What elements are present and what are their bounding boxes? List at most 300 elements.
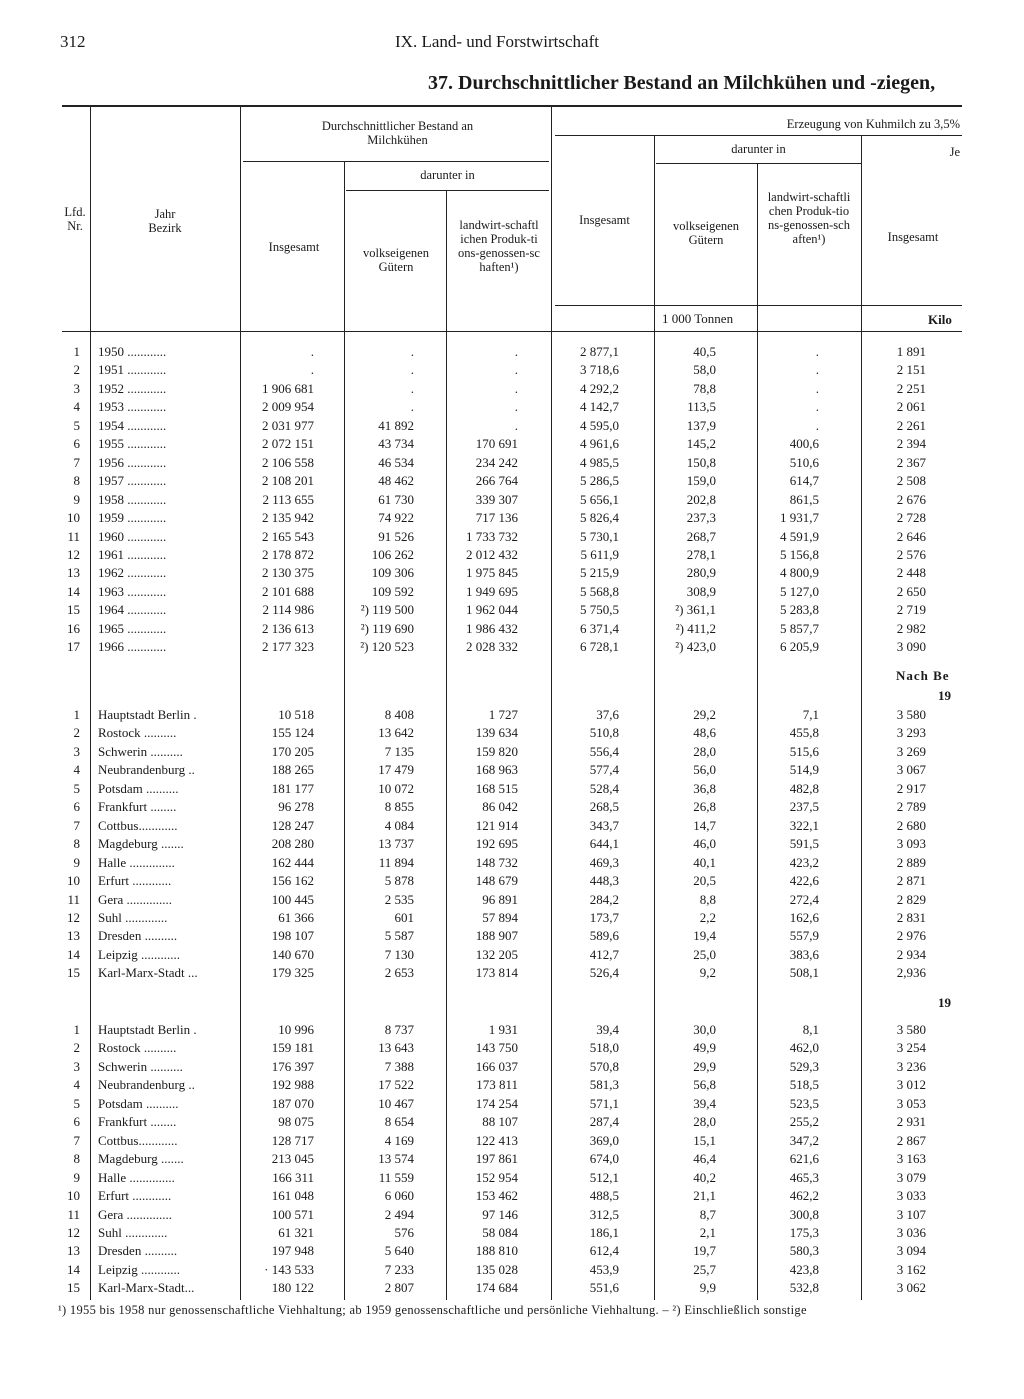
cell-volk: 41 892: [378, 417, 414, 433]
table-row: [0, 1095, 1024, 1113]
cell-ins: 128 717: [271, 1132, 314, 1148]
cell-volk: 109 306: [371, 565, 414, 581]
cell-ins: 2 072 151: [262, 436, 314, 452]
cell-ins2: 448,3: [589, 873, 619, 889]
cell-volk2: 145,2: [686, 436, 716, 452]
cell-kg: 2 448: [896, 565, 926, 581]
cell-name: Hauptstadt Berlin .: [98, 1022, 197, 1037]
cell-kg: 2 831: [896, 909, 926, 925]
table-row: [0, 361, 1024, 379]
cell-lpg2: 423,2: [789, 854, 819, 870]
cell-ins: 2 165 543: [262, 528, 314, 544]
cell-lfd: 15: [67, 965, 80, 981]
cell-lpg2: .: [815, 344, 819, 359]
cell-volk2: 20,5: [693, 873, 716, 889]
cell-ins2: 6 728,1: [580, 639, 619, 655]
cell-lpg2: 580,3: [789, 1243, 819, 1259]
cell-lpg2: 591,5: [789, 836, 819, 852]
cell-name: 1955 ............: [98, 436, 167, 452]
cell-lfd: 10: [67, 1188, 80, 1204]
cell-volk: 8 855: [384, 799, 414, 815]
cell-lpg2: 518,5: [789, 1077, 819, 1093]
cell-ins2: 5 611,9: [580, 546, 619, 562]
table-row: [0, 927, 1024, 945]
cell-lpg: 139 634: [475, 725, 518, 741]
cell-volk: 109 592: [371, 583, 414, 599]
cell-lpg: 188 907: [475, 928, 518, 944]
cell-volk: 11 894: [378, 854, 414, 870]
cell-lpg: 159 820: [475, 743, 518, 759]
cell-volk2: 28,0: [693, 743, 716, 759]
cell-lfd: 12: [67, 909, 80, 925]
cell-lfd: 7: [73, 817, 80, 833]
cell-volk2: ²) 361,1: [675, 602, 716, 618]
cell-lpg: 132 205: [475, 946, 518, 962]
rule-header-bottom: [62, 331, 962, 332]
table-row: [0, 454, 1024, 472]
cell-lpg2: 1 931,7: [780, 510, 819, 526]
cell-ins2: 5 568,8: [580, 583, 619, 599]
cell-ins: 170 205: [271, 743, 314, 759]
cell-volk2: 49,9: [693, 1040, 716, 1056]
cell-ins: 10 518: [278, 707, 314, 722]
table-row: [0, 964, 1024, 982]
cell-volk2: 25,7: [693, 1261, 716, 1277]
cell-lpg: 57 894: [482, 909, 518, 925]
cell-ins2: 173,7: [589, 909, 619, 925]
rule-darunter-2: [656, 163, 861, 164]
cell-ins2: 581,3: [589, 1077, 619, 1093]
cell-volk: 8 654: [384, 1114, 414, 1130]
cell-lfd: 5: [73, 1095, 80, 1111]
cell-volk2: 46,4: [693, 1151, 716, 1167]
cell-lpg2: 6 205,9: [780, 639, 819, 655]
cell-volk: 5 640: [384, 1243, 414, 1259]
cell-lpg2: 255,2: [789, 1114, 819, 1130]
cell-lpg: 1 986 432: [466, 620, 518, 636]
cell-ins: 161 048: [271, 1188, 314, 1204]
cell-volk: 106 262: [371, 546, 414, 562]
cell-lfd: 3: [73, 1058, 80, 1074]
cell-lfd: 14: [67, 946, 80, 962]
table-row: [0, 417, 1024, 435]
cell-ins2: 4 595,0: [580, 417, 619, 433]
cell-ins: 188 265: [271, 762, 314, 778]
cell-ins: 2 009 954: [262, 399, 314, 415]
cell-name: Cottbus............: [98, 817, 178, 833]
cell-lfd: 14: [67, 1261, 80, 1277]
table-row: [0, 1058, 1024, 1076]
cell-lpg2: 455,8: [789, 725, 819, 741]
cell-lpg: 86 042: [482, 799, 518, 815]
cell-ins: 2 178 872: [262, 546, 314, 562]
table-row: [0, 620, 1024, 638]
cell-name: 1959 ............: [98, 510, 167, 526]
cell-volk2: 56,8: [693, 1077, 716, 1093]
cell-volk2: 159,0: [686, 473, 716, 489]
cell-lpg: 166 037: [475, 1058, 518, 1074]
table-row: [0, 872, 1024, 890]
cell-lfd: 6: [73, 436, 80, 452]
cell-name: Magdeburg .......: [98, 1151, 184, 1167]
header-insgesamt-2: Insgesamt: [579, 213, 630, 227]
table-row: [0, 706, 1024, 724]
cell-lpg: 1 733 732: [466, 528, 518, 544]
cell-lpg: 122 413: [475, 1132, 518, 1148]
cell-lfd: 10: [67, 873, 80, 889]
cell-lfd: 5: [73, 417, 80, 433]
cell-ins2: 570,8: [589, 1058, 619, 1074]
cell-lpg: 174 254: [475, 1095, 518, 1111]
cell-lpg: 1 727: [488, 707, 518, 722]
table-row: [0, 854, 1024, 872]
cell-volk2: 36,8: [693, 780, 716, 796]
cell-lpg: 266 764: [475, 473, 518, 489]
cell-ins: · 143 533: [264, 1261, 314, 1277]
cell-volk: 91 526: [378, 528, 414, 544]
running-head: IX. Land- und Forstwirtschaft: [395, 32, 599, 51]
cell-kg: 2 061: [896, 399, 926, 415]
table-row: [0, 780, 1024, 798]
cell-name: Cottbus............: [98, 1132, 178, 1148]
table-row: [0, 380, 1024, 398]
cell-ins2: 186,1: [589, 1224, 619, 1240]
cell-ins: 2 177 323: [262, 639, 314, 655]
cell-lpg2: 462,2: [789, 1188, 819, 1204]
cell-kg: 3 107: [896, 1206, 926, 1222]
cell-lpg: .: [514, 344, 518, 359]
cell-lpg: 339 307: [475, 491, 518, 507]
cell-name: Karl-Marx-Stadt...: [98, 1280, 195, 1296]
cell-name: Neubrandenburg ..: [98, 1077, 195, 1093]
cell-ins: 2 106 558: [262, 454, 314, 470]
cell-ins2: 4 142,7: [580, 399, 619, 415]
cell-ins: 61 321: [278, 1224, 314, 1240]
cell-kg: 2 508: [896, 473, 926, 489]
table-row: [0, 1169, 1024, 1187]
cell-lpg: 88 107: [482, 1114, 518, 1130]
cell-name: Potsdam ..........: [98, 1095, 179, 1111]
cell-kg: 2 676: [896, 491, 926, 507]
cell-volk2: 40,2: [693, 1169, 716, 1185]
cell-volk: 46 534: [378, 454, 414, 470]
table-row: [0, 1279, 1024, 1297]
cell-volk2: 308,9: [686, 583, 716, 599]
cell-volk2: 19,4: [693, 928, 716, 944]
cell-volk2: 8,7: [699, 1206, 716, 1222]
cell-lpg2: 508,1: [789, 965, 819, 981]
cell-lpg2: 515,6: [789, 743, 819, 759]
cell-lfd: 10: [67, 510, 80, 526]
cell-lpg: 58 084: [482, 1224, 518, 1240]
cell-kg: 3 269: [896, 743, 926, 759]
cell-name: Neubrandenburg ..: [98, 762, 195, 778]
cell-lfd: 2: [73, 1040, 80, 1056]
cell-ins2: 268,5: [589, 799, 619, 815]
cell-kg: 1 891: [896, 344, 926, 359]
cell-volk: 17 522: [378, 1077, 414, 1093]
table-row: [0, 491, 1024, 509]
cell-ins: 2 135 942: [262, 510, 314, 526]
cell-ins2: 287,4: [589, 1114, 619, 1130]
cell-lfd: 4: [73, 1077, 80, 1093]
cell-name: Erfurt ............: [98, 873, 172, 889]
table-row: [0, 761, 1024, 779]
cell-kg: 2 151: [896, 362, 926, 378]
cell-volk: .: [410, 380, 414, 396]
cell-lpg2: 237,5: [789, 799, 819, 815]
cell-lfd: 1: [73, 1022, 80, 1037]
cell-volk: ²) 119 690: [360, 620, 414, 636]
cell-volk: 10 072: [378, 780, 414, 796]
cell-lfd: 6: [73, 1114, 80, 1130]
cell-lpg2: 400,6: [789, 436, 819, 452]
cell-lfd: 7: [73, 454, 80, 470]
cell-kg: 2 576: [896, 546, 926, 562]
cell-ins: 2 113 655: [262, 491, 314, 507]
cell-lfd: 3: [73, 743, 80, 759]
cell-volk: 11 559: [378, 1169, 414, 1185]
cell-ins: 100 571: [271, 1206, 314, 1222]
cell-volk: 8 408: [384, 707, 414, 722]
cell-lpg2: 423,8: [789, 1261, 819, 1277]
cell-volk2: 30,0: [693, 1022, 716, 1037]
header-insgesamt-3: Insgesamt: [887, 230, 939, 244]
cell-ins: 1 906 681: [262, 380, 314, 396]
table-row: [0, 1076, 1024, 1094]
cell-lpg: 168 963: [475, 762, 518, 778]
cell-lpg: 153 462: [475, 1188, 518, 1204]
cell-lpg2: 5 156,8: [780, 546, 819, 562]
cell-volk2: 9,2: [699, 965, 716, 981]
cell-name: 1950 ............: [98, 344, 167, 359]
cell-ins2: 510,8: [589, 725, 619, 741]
cell-kg: 3 036: [896, 1224, 926, 1240]
header-darunter-in-2: darunter in: [731, 142, 786, 156]
cell-kg: 3 093: [896, 836, 926, 852]
table-row: [0, 1021, 1024, 1039]
cell-volk: 576: [394, 1224, 414, 1240]
cell-lfd: 5: [73, 780, 80, 796]
cell-name: 1954 ............: [98, 417, 167, 433]
cell-ins: 2 101 688: [262, 583, 314, 599]
cell-name: 1964 ............: [98, 602, 167, 618]
cell-ins: 198 107: [271, 928, 314, 944]
cell-name: 1956 ............: [98, 454, 167, 470]
cell-ins: 197 948: [271, 1243, 314, 1259]
cell-volk: 5 587: [384, 928, 414, 944]
cell-kg: 2,936: [896, 965, 926, 981]
cell-ins2: 577,4: [589, 762, 619, 778]
cell-volk2: ²) 411,2: [675, 620, 716, 636]
cell-lpg: 96 891: [482, 891, 518, 907]
cell-kg: 2 934: [896, 946, 926, 962]
cell-ins2: 469,3: [589, 854, 619, 870]
table-title: 37. Durchschnittlicher Bestand an Milchkühen und -ziegen,: [428, 72, 936, 94]
header-landw-2: landwirt-schaftlichen Produk-tions-genossen-schaften¹): [767, 190, 851, 246]
rule-top: [62, 105, 962, 107]
cell-ins2: 528,4: [589, 780, 619, 796]
header-lfd-nr: Lfd. Nr.: [64, 205, 86, 233]
cell-lfd: 14: [67, 583, 80, 599]
cell-volk: 13 642: [378, 725, 414, 741]
cell-lpg2: .: [815, 417, 819, 433]
table-row: [0, 1150, 1024, 1168]
cell-ins2: 3 718,6: [580, 362, 619, 378]
cell-name: 1966 ............: [98, 639, 167, 655]
cell-kg: 2 680: [896, 817, 926, 833]
table-row: [0, 1132, 1024, 1150]
cell-lfd: 6: [73, 799, 80, 815]
cell-kg: 3 236: [896, 1058, 926, 1074]
cell-kg: 2 976: [896, 928, 926, 944]
cell-lfd: 3: [73, 380, 80, 396]
cell-lfd: 16: [67, 620, 80, 636]
cell-lpg2: 614,7: [789, 473, 819, 489]
cell-kg: 2 931: [896, 1114, 926, 1130]
cell-volk2: 40,5: [693, 344, 716, 359]
cell-name: Magdeburg .......: [98, 836, 184, 852]
cell-kg: 3 012: [896, 1077, 926, 1093]
cell-ins2: 526,4: [589, 965, 619, 981]
cell-lfd: 15: [67, 602, 80, 618]
cell-volk2: 202,8: [686, 491, 716, 507]
cell-lpg2: 510,6: [789, 454, 819, 470]
cell-lfd: 17: [67, 639, 80, 655]
table-row: [0, 1113, 1024, 1131]
cell-lpg2: 465,3: [789, 1169, 819, 1185]
header-volkseigenen-2: volkseigenen Gütern: [673, 219, 739, 247]
cell-volk2: 29,9: [693, 1058, 716, 1074]
cell-lfd: 4: [73, 762, 80, 778]
cell-ins2: 674,0: [589, 1151, 619, 1167]
cell-volk: .: [410, 362, 414, 378]
cell-lfd: 8: [73, 836, 80, 852]
cell-ins2: 5 730,1: [580, 528, 619, 544]
cell-volk2: 2,1: [699, 1224, 716, 1240]
cell-lpg2: 383,6: [789, 946, 819, 962]
cell-volk: 2 494: [384, 1206, 414, 1222]
cell-lpg2: 557,9: [789, 928, 819, 944]
cell-volk2: 29,2: [693, 707, 716, 722]
cell-ins2: 6 371,4: [580, 620, 619, 636]
cell-volk2: 9,9: [699, 1280, 716, 1296]
cell-lfd: 4: [73, 399, 80, 415]
table-row: [0, 1242, 1024, 1260]
cell-name: Leipzig ............: [98, 946, 180, 962]
cell-ins2: 343,7: [589, 817, 619, 833]
cell-ins: 100 445: [271, 891, 314, 907]
cell-volk2: 278,1: [686, 546, 716, 562]
section-nach-bezirken: Nach Be: [896, 668, 950, 683]
cell-ins: 2 136 613: [262, 620, 314, 636]
cell-lpg: 135 028: [475, 1261, 518, 1277]
cell-kg: 3 053: [896, 1095, 926, 1111]
cell-ins2: 39,4: [596, 1022, 619, 1037]
cell-ins2: 4 985,5: [580, 454, 619, 470]
cell-lfd: 12: [67, 546, 80, 562]
cell-name: 1963 ............: [98, 583, 167, 599]
cell-ins2: 644,1: [589, 836, 619, 852]
cell-lfd: 13: [67, 565, 80, 581]
cell-name: 1951 ............: [98, 362, 167, 378]
cell-volk: 4 169: [384, 1132, 414, 1148]
header-bestand-group: Durchschnittlicher Bestand an Milchkühen: [321, 119, 474, 147]
cell-lpg2: 532,8: [789, 1280, 819, 1296]
cell-volk: 7 130: [384, 946, 414, 962]
cell-ins2: 4 961,6: [580, 436, 619, 452]
table-row: [0, 909, 1024, 927]
cell-volk2: 40,1: [693, 854, 716, 870]
cell-ins: 181 177: [271, 780, 314, 796]
cell-kg: 2 889: [896, 854, 926, 870]
cell-lfd: 12: [67, 1224, 80, 1240]
cell-volk: 8 737: [384, 1022, 414, 1037]
cell-ins2: 312,5: [589, 1206, 619, 1222]
cell-volk2: 113,5: [687, 399, 716, 415]
cell-lpg2: 5 857,7: [780, 620, 819, 636]
cell-volk: 7 388: [384, 1058, 414, 1074]
cell-ins2: 453,9: [589, 1261, 619, 1277]
cell-ins: 180 122: [271, 1280, 314, 1296]
cell-lpg2: 347,2: [789, 1132, 819, 1148]
cell-volk2: 2,2: [699, 909, 716, 925]
header-erzeugung-group: Erzeugung von Kuhmilch zu 3,5%: [786, 117, 960, 131]
cell-volk: .: [410, 399, 414, 415]
cell-lpg: 148 732: [475, 854, 518, 870]
cell-lpg: .: [514, 362, 518, 378]
cell-lpg2: .: [815, 399, 819, 415]
cell-lpg: 121 914: [475, 817, 518, 833]
table-row: [0, 798, 1024, 816]
cell-ins: 208 280: [271, 836, 314, 852]
cell-volk: .: [410, 344, 414, 359]
cell-kg: 3 094: [896, 1243, 926, 1259]
cell-volk: 17 479: [378, 762, 414, 778]
cell-volk: 43 734: [378, 436, 414, 452]
cell-ins2: 571,1: [589, 1095, 619, 1111]
cell-name: Frankfurt ........: [98, 1114, 177, 1130]
cell-lfd: 9: [73, 491, 80, 507]
cell-kg: 2 789: [896, 799, 926, 815]
rule-unit: [555, 305, 962, 306]
cell-name: Schwerin ..........: [98, 1058, 183, 1074]
rule-bestand-under: [243, 161, 549, 162]
cell-volk2: 78,8: [693, 380, 716, 396]
cell-volk2: 46,0: [693, 836, 716, 852]
cell-lfd: 1: [73, 344, 80, 359]
cell-lpg2: 162,6: [789, 909, 819, 925]
table-row: [0, 891, 1024, 909]
cell-lpg2: 300,8: [789, 1206, 819, 1222]
cell-volk2: 58,0: [693, 362, 716, 378]
table-row: [0, 509, 1024, 527]
cell-volk2: ²) 423,0: [675, 639, 716, 655]
table-row: [0, 835, 1024, 853]
rule-darunter-1: [346, 190, 549, 191]
cell-ins: 192 988: [271, 1077, 314, 1093]
cell-lpg: 2 028 332: [466, 639, 518, 655]
cell-volk2: 21,1: [693, 1188, 716, 1204]
cell-name: Rostock ..........: [98, 1040, 177, 1056]
cell-name: Halle ..............: [98, 854, 175, 870]
cell-volk: 2 807: [384, 1280, 414, 1296]
cell-ins: 187 070: [271, 1095, 314, 1111]
cell-lpg: 97 146: [482, 1206, 518, 1222]
cell-kg: 2 829: [896, 891, 926, 907]
cell-ins: 128 247: [271, 817, 314, 833]
table-row: [0, 743, 1024, 761]
